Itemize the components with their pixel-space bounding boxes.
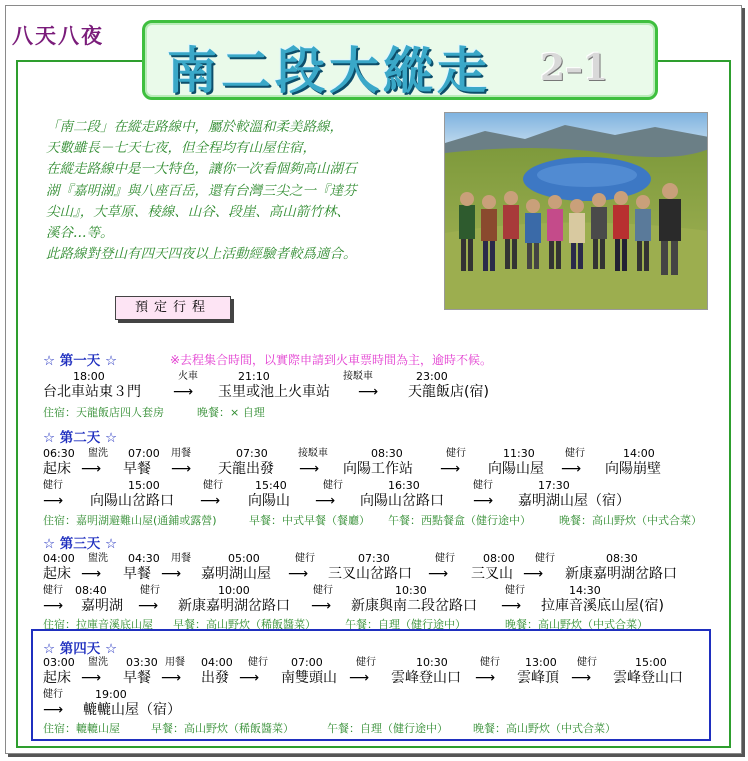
group-photo [444,112,708,310]
time: 07:00 [291,656,323,669]
time: 15:40 [255,479,287,492]
time: 10:00 [218,584,250,597]
time: 04:00 [201,656,233,669]
time: 07:30 [358,552,390,565]
activity-label: 健行 [473,480,493,491]
time: 03:00 [43,656,75,669]
arrow-icon: ⟶ [173,384,194,400]
time: 23:00 [416,370,448,383]
place: 三叉山岔路口 [328,566,412,582]
arrow-icon: ⟶ [428,566,449,582]
day1-row1 [43,370,733,402]
place: 向陽山岔路口 [90,493,174,509]
time: 13:00 [525,656,557,669]
time: 08:00 [483,552,515,565]
lodging: 住宿：轆轆山屋 [43,722,120,735]
intro-line: 尖山』，大草原、稜線、山谷、段崖、高山箭竹林、 [46,203,350,220]
activity-label: 健行 [505,585,525,596]
activity-label: 用餐 [171,448,191,459]
arrow-icon: ⟶ [81,670,102,686]
banner-title: 南二段大縱走 [167,41,491,100]
place: 雲峰登山口 [391,670,461,686]
lodging: 住宿：拉庫音溪底山屋 [43,618,153,631]
activity-label: 健行 [140,585,160,596]
arrow-icon: ⟶ [288,566,309,582]
duration-title: 八天八夜 [12,23,104,48]
time: 15:00 [635,656,667,669]
place: 轆轆山屋（宿） [83,702,181,718]
time: 06:30 [43,447,75,460]
activity-label: 健行 [203,480,223,491]
place: 台北車站東３門 [43,384,141,400]
arrow-icon: ⟶ [43,702,64,718]
place: 嘉明湖山屋 [201,566,271,582]
arrow-icon: ⟶ [311,598,332,614]
activity-label: 健行 [356,657,376,668]
arrow-icon: ⟶ [473,493,494,509]
arrow-icon: ⟶ [299,461,320,477]
lunch: 午餐：自理（健行途中） [327,722,448,735]
time: 07:30 [236,447,268,460]
place: 天龍出發 [218,461,274,477]
breakfast: 早餐：高山野炊（稀飯醬菜） [151,722,294,735]
place: 早餐 [123,566,151,582]
place: 雲峰頂 [517,670,559,686]
intro-paragraph [46,117,436,265]
title-banner [142,20,658,100]
arrow-icon: ⟶ [171,461,192,477]
time: 11:30 [503,447,535,460]
place: 早餐 [123,670,151,686]
day2-row2 [43,479,733,511]
day2-title: ☆ 第二天 ☆ [43,430,118,446]
time: 15:00 [128,479,160,492]
time: 21:10 [238,370,270,383]
time: 19:00 [95,688,127,701]
activity-label: 健行 [480,657,500,668]
time: 08:40 [75,584,107,597]
place: 向陽崩壁 [605,461,661,477]
arrow-icon: ⟶ [315,493,336,509]
time: 05:00 [228,552,260,565]
place: 南雙頭山 [281,670,337,686]
day2-row1 [43,447,733,479]
activity-label: 健行 [313,585,333,596]
time: 08:30 [606,552,638,565]
arrow-icon: ⟶ [81,566,102,582]
place: 向陽工作站 [343,461,413,477]
time: 04:30 [128,552,160,565]
intro-line: 在縱走路線中是一大特色，讓你一次看個夠高山湖石 [46,161,357,178]
dinner: 晚餐：高山野炊（中式合菜） [559,514,702,527]
time: 10:30 [395,584,427,597]
arrow-icon: ⟶ [81,461,102,477]
time: 04:00 [43,552,75,565]
activity-label: 健行 [435,553,455,564]
activity-label: 健行 [43,585,63,596]
activity-label: 健行 [248,657,268,668]
time: 10:30 [416,656,448,669]
departure-note: ※去程集合時間，以實際申請到火車票時間為主，逾時不候。 [170,353,493,367]
lodging: 住宿：天龍飯店四人套房 [43,406,164,419]
intro-line: 溪谷…等。 [46,225,114,242]
place: 早餐 [123,461,151,477]
arrow-icon: ⟶ [561,461,582,477]
activity-label: 健行 [446,448,466,459]
place: 三叉山 [471,566,513,582]
place: 玉里或池上火車站 [218,384,330,400]
place: 出發 [201,670,229,686]
activity-label: 健行 [295,553,315,564]
arrow-icon: ⟶ [161,566,182,582]
schedule-label: 預定行程 [115,296,231,320]
arrow-icon: ⟶ [571,670,592,686]
place: 雲峰登山口 [613,670,683,686]
transport-label: 火車 [178,371,198,382]
arrow-icon: ⟶ [349,670,370,686]
activity-label: 用餐 [171,553,191,564]
activity-label: 用餐 [165,657,185,668]
place: 拉庫音溪底山屋(宿) [541,598,664,614]
day4-row1 [43,656,733,688]
lodging: 住宿：嘉明湖避難山屋(通鋪或露營) [43,514,217,527]
place: 嘉明湖 [81,598,123,614]
place: 起床 [43,670,71,686]
time: 14:00 [623,447,655,460]
intro-line: 「南二段」在縱走路線中，屬於較溫和柔美路線， [46,119,343,135]
activity-label: 健行 [43,689,63,700]
day3-row1 [43,552,733,584]
arrow-icon: ⟶ [43,493,64,509]
dinner: 晚餐：× 自理 [197,406,265,419]
place: 新康與南二段岔路口 [351,598,477,614]
time: 07:00 [128,447,160,460]
place: 新康嘉明湖岔路口 [178,598,290,614]
group-photo-illustration [445,113,708,310]
time: 03:30 [126,656,158,669]
dinner: 晚餐：高山野炊（中式合菜） [505,618,648,631]
activity-label: 健行 [323,480,343,491]
arrow-icon: ⟶ [138,598,159,614]
transport-label: 接駁車 [343,371,373,382]
arrow-icon: ⟶ [239,670,260,686]
activity-label: 健行 [577,657,597,668]
activity-label: 健行 [565,448,585,459]
day3-row2 [43,584,733,616]
place: 向陽山 [248,493,290,509]
activity-label: 健行 [535,553,555,564]
lunch: 午餐：西點餐盒（健行途中） [388,514,531,527]
place: 新康嘉明湖岔路口 [565,566,677,582]
arrow-icon: ⟶ [523,566,544,582]
lunch: 午餐：自理（健行途中） [345,618,466,631]
activity-label: 接駁車 [298,448,328,459]
arrow-icon: ⟶ [475,670,496,686]
time: 08:30 [371,447,403,460]
intro-line: 此路線對登山有四天四夜以上活動經驗者較爲適合。 [46,246,357,263]
activity-label: 盥洗 [88,657,108,668]
arrow-icon: ⟶ [200,493,221,509]
banner-part: 2–1 [540,47,609,89]
day4-row2 [43,688,733,720]
activity-label: 盥洗 [88,448,108,459]
time: 17:30 [538,479,570,492]
intro-line: 湖『嘉明湖』與八座百岳，還有台灣三尖之一『達芬 [46,182,357,199]
breakfast: 早餐：高山野炊（稀飯醬菜） [173,618,316,631]
arrow-icon: ⟶ [161,670,182,686]
arrow-icon: ⟶ [501,598,522,614]
activity-label: 健行 [43,480,63,491]
place: 向陽山屋 [488,461,544,477]
time: 18:00 [73,370,105,383]
arrow-icon: ⟶ [440,461,461,477]
place: 起床 [43,461,71,477]
place: 天龍飯店(宿) [408,384,489,400]
time: 16:30 [388,479,420,492]
arrow-icon: ⟶ [43,598,64,614]
time: 14:30 [569,584,601,597]
day4-title: ☆ 第四天 ☆ [43,641,118,657]
day3-title: ☆ 第三天 ☆ [43,536,118,552]
place: 起床 [43,566,71,582]
place: 向陽山岔路口 [360,493,444,509]
breakfast: 早餐：中式早餐（餐廳） [249,514,370,527]
dinner: 晚餐：高山野炊（中式合菜） [473,722,616,735]
intro-line: 天數雖長－七天七夜，但全程均有山屋住宿， [46,140,316,157]
day1-title: ☆ 第一天 ☆ [43,353,118,369]
activity-label: 盥洗 [88,553,108,564]
arrow-icon: ⟶ [358,384,379,400]
place: 嘉明湖山屋（宿） [518,493,630,509]
